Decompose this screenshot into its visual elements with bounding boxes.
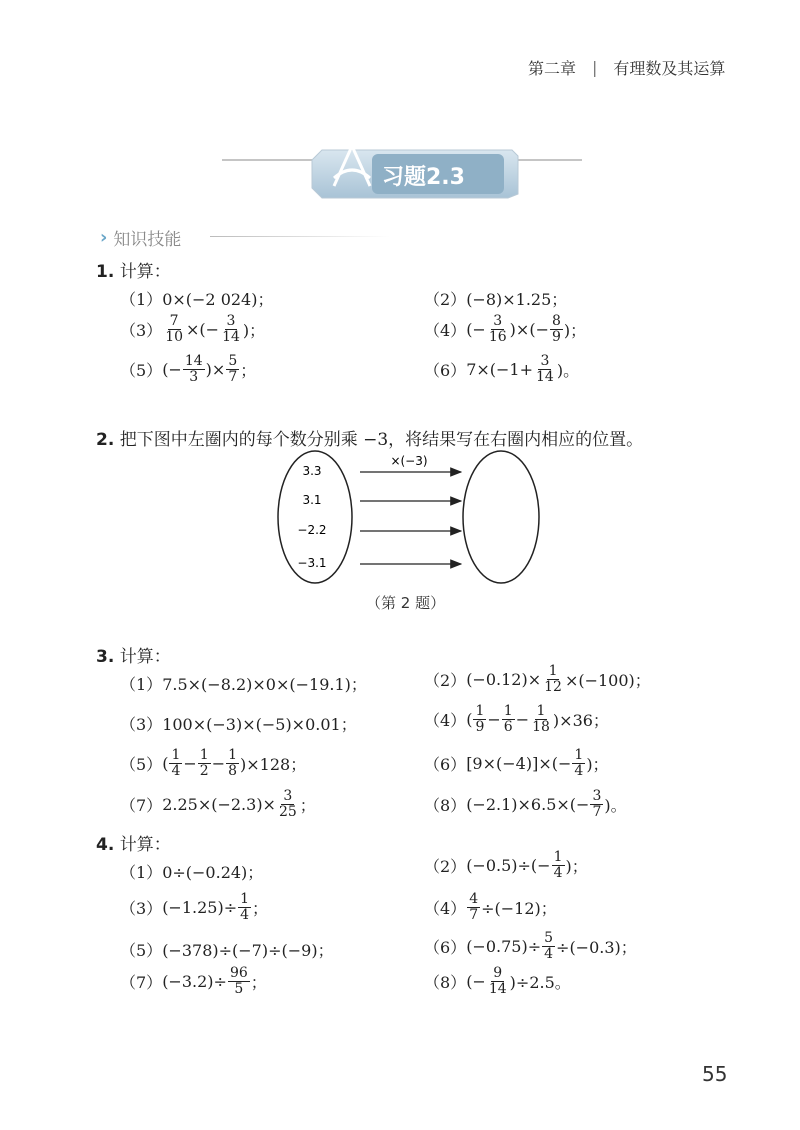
- question-number: 4.: [96, 835, 115, 855]
- fraction: $\frac{5}{7}$: [228, 353, 238, 385]
- fraction: $\frac{1}{9}$: [475, 703, 485, 735]
- q1-item-5: （5） (− $\frac{14}{3}$ )× $\frac{5}{7}$ ；: [120, 353, 257, 385]
- fraction: $\frac{1}{18}$: [532, 703, 550, 735]
- value-text: 3.1: [302, 493, 322, 507]
- value-text: 3.3: [302, 464, 322, 478]
- fraction: $\frac{4}{7}$: [469, 891, 479, 923]
- q4-item-2: （2） (−0.5)÷(− $\frac{1}{4}$ )；: [424, 849, 588, 881]
- question-text: 计算：: [119, 647, 171, 667]
- q3-item-6: （6） [9×(−4)]×(− $\frac{1}{4}$ )；: [424, 747, 609, 779]
- q1-item-1: （1） 0×(−2 024)；: [120, 290, 274, 309]
- value-text: −3.1: [297, 556, 327, 570]
- q3-item-8: （8） (−2.1)×6.5×(− $\frac{3}{7}$ )。: [424, 788, 627, 820]
- fraction: $\frac{8}{9}$: [551, 313, 561, 345]
- q3-item-7: （7） 2.25×(−2.3)× $\frac{3}{25}$ ；: [120, 788, 316, 820]
- q1-item-6: （6） 7×(−1+ $\frac{3}{14}$ )。: [424, 353, 580, 385]
- right-circle: [463, 451, 539, 583]
- fraction: $\frac{96}{5}$: [229, 965, 248, 997]
- fraction: $\frac{1}{6}$: [503, 703, 513, 735]
- fraction: $\frac{3}{7}$: [592, 788, 602, 820]
- section-divider: [210, 236, 390, 237]
- fraction: $\frac{3}{16}$: [488, 313, 507, 345]
- chapter-label: 第二章: [528, 59, 577, 78]
- q3-item-4: （4） ( $\frac{1}{9}$ − $\frac{1}{6}$ − $\frac{1}{18}$ )×36；: [424, 703, 609, 735]
- question-text: 计算：: [119, 262, 171, 282]
- value-text: −2.2: [297, 523, 327, 537]
- question-number: 3.: [96, 647, 115, 667]
- q3-item-2: （2） (−0.12)× $\frac{1}{12}$ ×(−100)；: [424, 663, 651, 695]
- section-title: 知识技能: [113, 230, 182, 250]
- question-text: 计算：: [119, 835, 171, 855]
- section-heading: [100, 225, 181, 250]
- q1-item-2: （2） (−8)×1.25；: [424, 290, 568, 309]
- q1-item-3: （3） $\frac{7}{10}$ ×(− $\frac{3}{14}$ )；: [120, 313, 266, 345]
- q4-item-8: （8） (− $\frac{9}{14}$ )÷2.5。: [424, 965, 571, 997]
- fraction: $\frac{9}{14}$: [488, 965, 507, 997]
- question-number: 2.: [96, 430, 115, 450]
- q4-item-7: （7） (−3.2)÷ $\frac{96}{5}$ ；: [120, 965, 267, 997]
- fraction: $\frac{3}{14}$: [536, 353, 554, 385]
- fraction: $\frac{1}{2}$: [199, 747, 209, 779]
- fraction: $\frac{1}{8}$: [228, 747, 238, 779]
- q1-item-4: （4） (− $\frac{3}{16}$ )×(− $\frac{8}{9}$ )；: [424, 313, 587, 345]
- q3-item-1: （1） 7.5×(−8.2)×0×(−19.1)；: [120, 675, 367, 694]
- q3-item-5: （5） ( $\frac{1}{4}$ − $\frac{1}{2}$ − $\frac{1}{8}$ )×128；: [120, 747, 307, 779]
- multiplication-diagram: [272, 445, 562, 590]
- header-separator: |: [592, 58, 598, 77]
- fraction: $\frac{7}{10}$: [165, 313, 184, 345]
- arrow-label: ×(−3): [390, 454, 428, 468]
- chevron-right-icon: ›: [100, 227, 108, 248]
- q4-item-6: （6） (−0.75)÷ $\frac{5}{4}$ ÷(−0.3)；: [424, 930, 637, 962]
- q4-item-4: （4） $\frac{4}{7}$ ÷(−12)；: [424, 891, 557, 923]
- fraction: $\frac{1}{4}$: [553, 849, 563, 881]
- fraction: $\frac{1}{4}$: [171, 747, 181, 779]
- q4-item-1: （1） 0÷(−0.24)；: [120, 863, 264, 882]
- question-3: [96, 642, 171, 667]
- page-number: 55: [702, 1062, 728, 1086]
- figure-caption: （第 2 题）: [366, 594, 446, 612]
- exercise-title: 习题2.3: [382, 165, 465, 190]
- chapter-title: 有理数及其运算: [613, 59, 726, 78]
- fraction: $\frac{1}{12}$: [544, 663, 562, 695]
- question-4: [96, 830, 171, 855]
- fraction: $\frac{5}{4}$: [544, 930, 554, 962]
- fraction: $\frac{1}{4}$: [240, 891, 250, 923]
- fraction: $\frac{3}{25}$: [278, 788, 297, 820]
- q4-item-3: （3） (−1.25)÷ $\frac{1}{4}$ ；: [120, 891, 269, 923]
- fraction: $\frac{14}{3}$: [184, 353, 203, 385]
- question-number: 1.: [96, 262, 115, 282]
- q3-item-3: （3） 100×(−3)×(−5)×0.01；: [120, 715, 357, 734]
- question-1: [96, 257, 171, 282]
- page-header: [528, 56, 725, 79]
- q4-item-5: （5） (−378)÷(−7)÷(−9)；: [120, 941, 334, 960]
- fraction: $\frac{1}{4}$: [574, 747, 584, 779]
- fraction: $\frac{3}{14}$: [222, 313, 240, 345]
- question-text: 把下图中左圈内的每个数分别乘 −3，将结果写在右圈内相应的位置。: [119, 430, 644, 450]
